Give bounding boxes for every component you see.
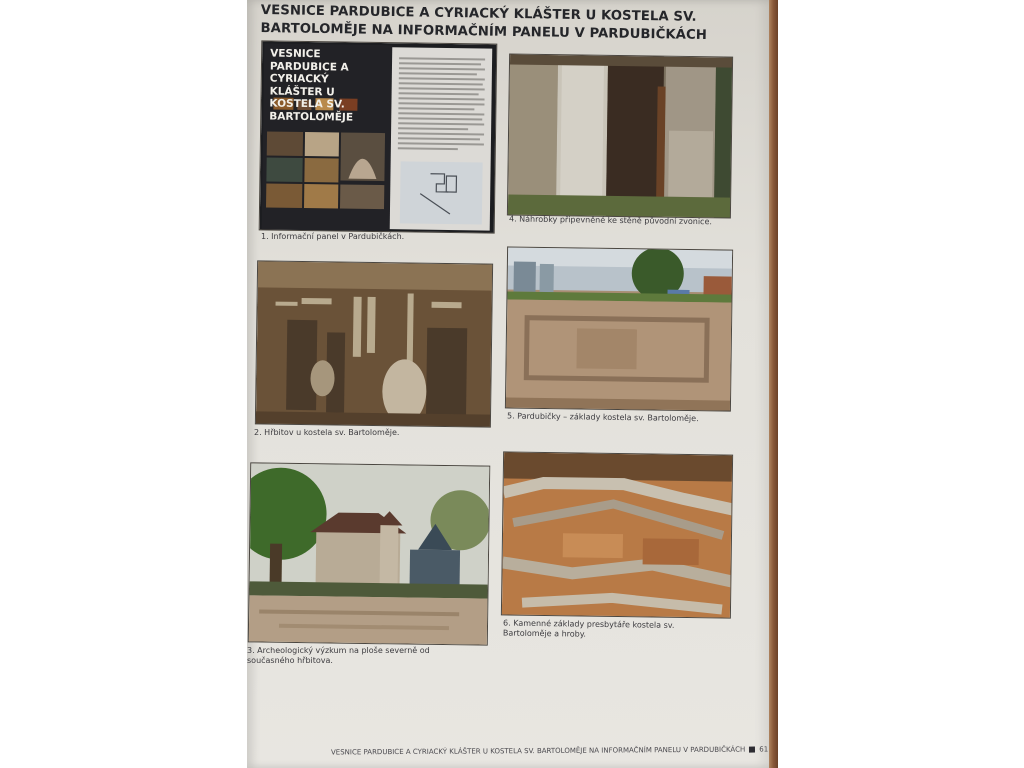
figure-6-caption: 6. Kamenné základy presbytáře kostela sv. Bartoloměje a hroby. — [502, 618, 675, 639]
footer-square-marker — [749, 747, 755, 753]
figure-2-caption: 2. Hřbitov u kostela sv. Bartoloměje. — [254, 428, 400, 437]
page-title: VESNICE PARDUBICE A CYRIACKÝ KLÁŠTER U KOSTELA SV. BARTOLOMĚJE NA INFORMAČNÍM PANELU V PARDUBIČKÁCH — [260, 2, 708, 44]
panel-title: VESNICE PARDUBICE A CYRIACKÝ KLÁŠTER U KOSTELA SV. BARTOLOMĚJE — [269, 47, 354, 124]
page-number: 61 — [759, 745, 769, 754]
footer-running-title: VESNICE PARDUBICE A CYRIACKÝ KLÁŠTER U KOSTELA SV. BARTOLOMĚJE NA INFORMAČNÍM PANELU V PARDUBIČKÁCH — [330, 745, 746, 757]
figure-4-photo — [507, 53, 733, 218]
book-page — [247, 0, 769, 768]
page-footer — [330, 745, 769, 757]
figure-5-caption: 5. Pardubičky – základy kostela sv. Bartoloměje. — [506, 411, 699, 424]
figure-5-photo — [505, 246, 733, 411]
figure-3-photo — [248, 462, 490, 645]
figure-6-photo — [501, 451, 733, 618]
figure-4-caption: 4. Náhrobky připevněné ke stěně původní zvonice. — [508, 214, 713, 227]
figure-2-photo — [255, 260, 493, 427]
figure-1-photo — [259, 40, 498, 233]
figure-1-caption: 1. Informační panel v Pardubičkách. — [261, 232, 405, 241]
figure-3-caption: 3. Archeologický výzkum na ploše severně od současného hřbitova. — [247, 646, 430, 665]
